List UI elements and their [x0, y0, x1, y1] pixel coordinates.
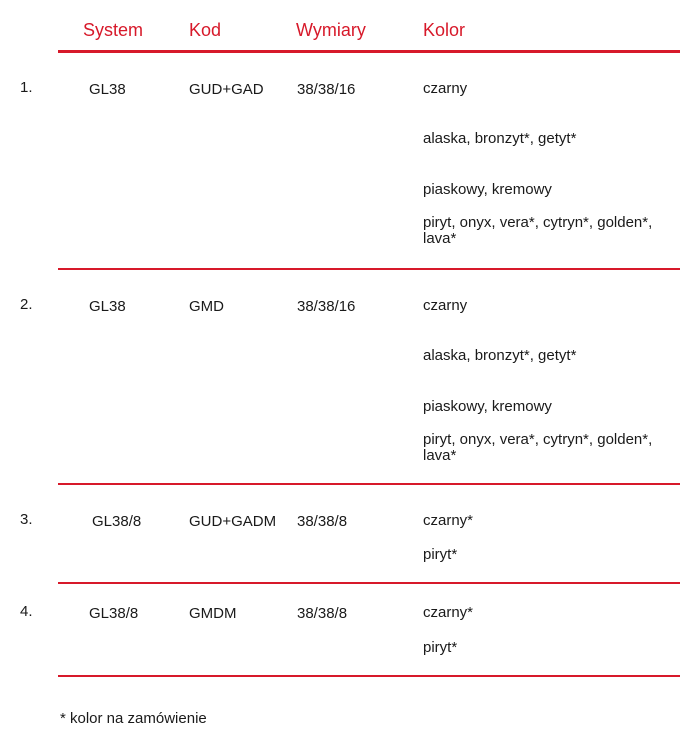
kod-cell: GUD+GADM	[189, 513, 277, 530]
row-divider	[58, 675, 680, 677]
row-number: 2.	[20, 296, 33, 313]
kolor-line: czarny	[423, 297, 468, 314]
kolor-line: piryt*	[423, 639, 458, 656]
table-header	[0, 20, 680, 44]
kolor-line: piryt*	[423, 546, 458, 563]
column-header-system: System	[83, 20, 144, 40]
system-cell: GL38	[89, 298, 126, 315]
row-divider	[58, 268, 680, 270]
column-header-wymiary: Wymiary	[296, 20, 366, 40]
kolor-line: alaska, bronzyt*, getyt*	[423, 130, 577, 147]
row-number: 1.	[20, 79, 33, 96]
row-number: 3.	[20, 511, 33, 528]
column-header-kolor: Kolor	[423, 20, 466, 40]
row-divider	[58, 582, 680, 584]
system-cell: GL38/8	[89, 605, 139, 622]
kolor-line: czarny*	[423, 512, 474, 529]
kolor-line: piaskowy, kremowy	[423, 181, 552, 198]
kolor-line: czarny	[423, 80, 468, 97]
kod-cell: GMDM	[189, 605, 237, 622]
footnote: * kolor na zamówienie	[60, 710, 207, 727]
kolor-line: piryt, onyx, vera*, cytryn*, golden*, lava*	[423, 431, 653, 464]
column-header-kod: Kod	[189, 20, 222, 40]
wymiary-cell: 38/38/16	[297, 298, 356, 315]
wymiary-cell: 38/38/8	[297, 513, 348, 530]
kolor-line: piaskowy, kremowy	[423, 398, 552, 415]
system-cell: GL38/8	[92, 513, 142, 530]
row-divider	[58, 483, 680, 485]
kod-cell: GMD	[189, 298, 224, 315]
row-number: 4.	[20, 603, 33, 620]
header-divider	[58, 50, 680, 53]
kolor-line: czarny*	[423, 604, 474, 621]
kolor-line: piryt, onyx, vera*, cytryn*, golden*, lava*	[423, 214, 653, 247]
wymiary-cell: 38/38/16	[297, 81, 356, 98]
kolor-line: alaska, bronzyt*, getyt*	[423, 347, 577, 364]
kod-cell: GUD+GAD	[189, 81, 264, 98]
system-cell: GL38	[89, 81, 126, 98]
wymiary-cell: 38/38/8	[297, 605, 348, 622]
